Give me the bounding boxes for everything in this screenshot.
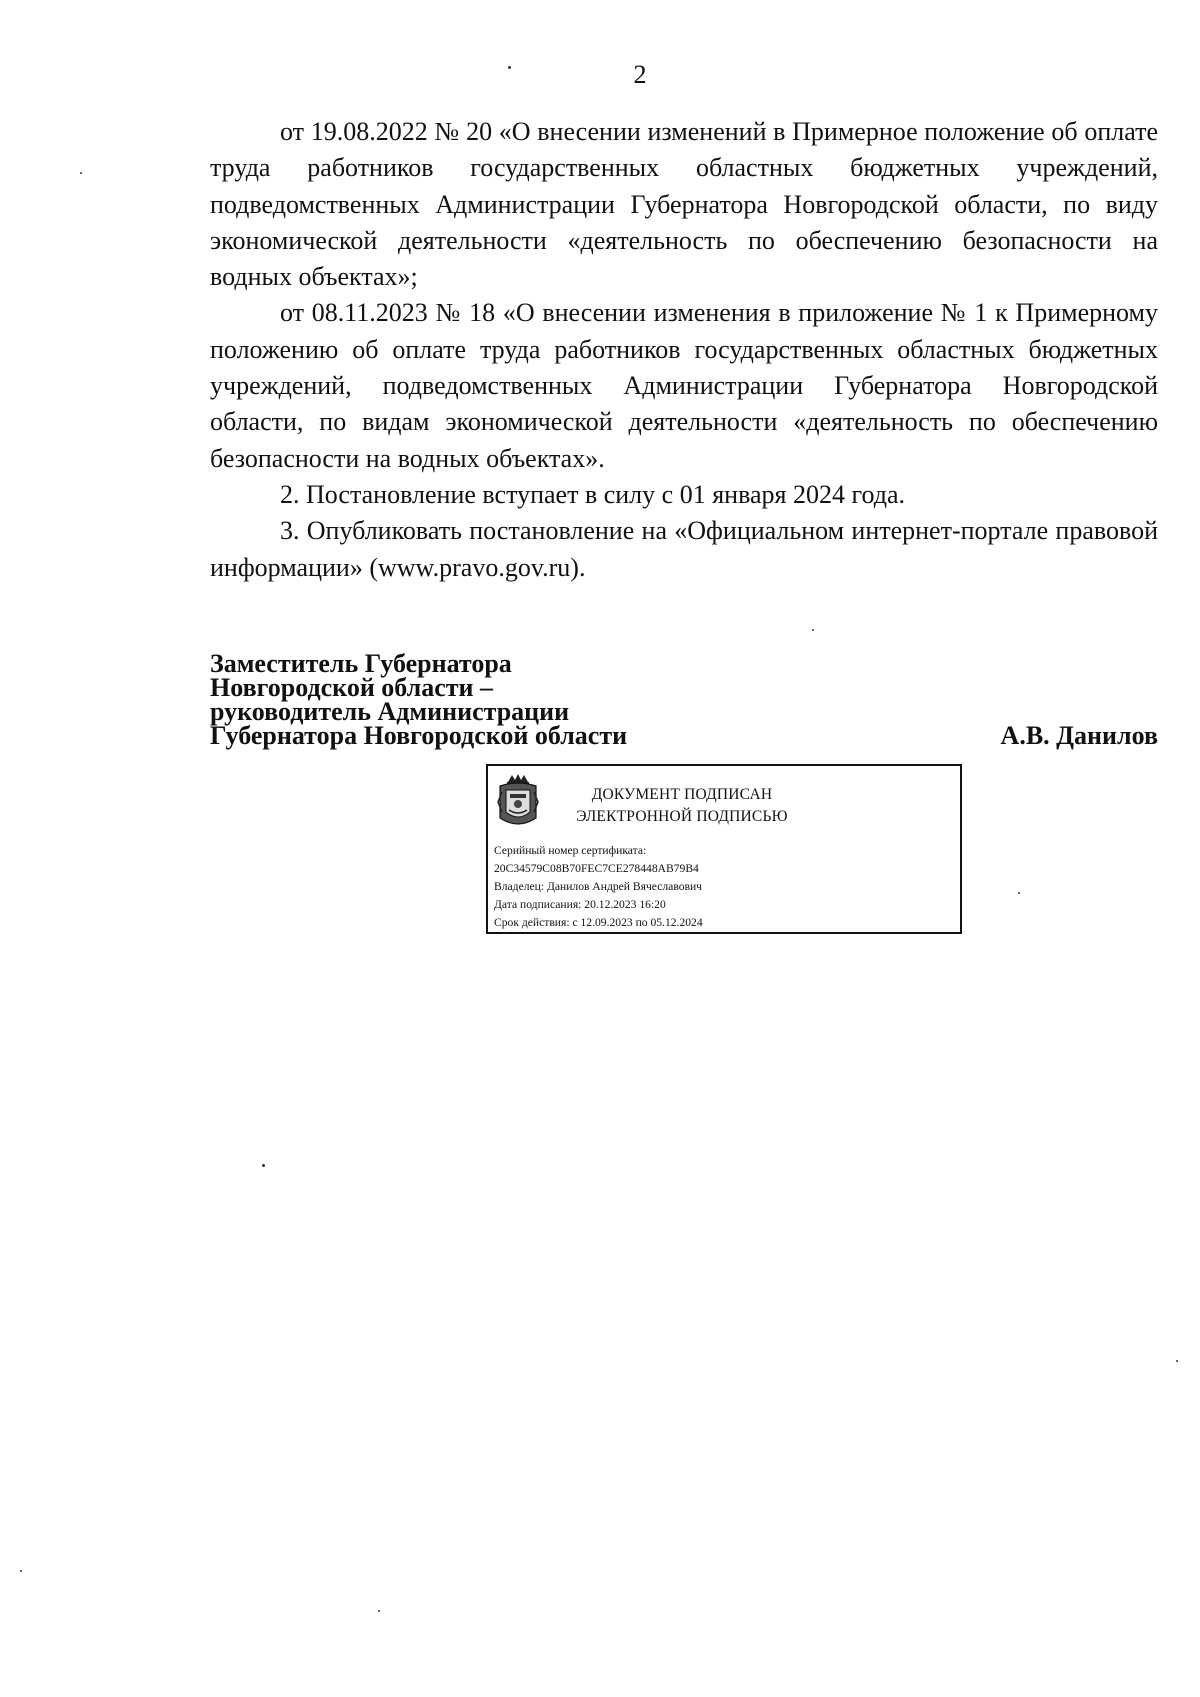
- scan-speck: [812, 629, 814, 631]
- stamp-header-line: ДОКУМЕНТ ПОДПИСАН: [591, 786, 773, 803]
- electronic-signature-stamp: [486, 764, 962, 934]
- scan-speck: [262, 1164, 265, 1167]
- scan-speck: [1018, 892, 1020, 894]
- certificate-validity: Срок действия: с 12.09.2023 по 05.12.2024: [494, 916, 703, 929]
- scan-speck: [20, 1570, 22, 1572]
- coat-of-arms-icon: [496, 772, 540, 830]
- scan-speck: [1176, 1360, 1178, 1362]
- signer-name: А.В. Данилов: [1000, 721, 1158, 750]
- paragraph-amendment-2023: от 08.11.2023 № 18 «О внесении изменения в приложение № 1 к Примерному положению об оплате труда работников государственных областных бюджетных учреждений, подведомственных Администрации Губернатора Новгородской области, по видам экономической деятельности «деятельность по обеспечению безопасности на водных объектах».: [210, 298, 1158, 473]
- certificate-owner: Владелец: Данилов Андрей Вячеславович: [494, 880, 703, 893]
- stamp-header: [572, 784, 792, 828]
- scan-speck: [508, 66, 511, 69]
- scan-speck: [80, 172, 82, 174]
- page-number: 2: [633, 60, 647, 89]
- stamp-details: [494, 842, 703, 932]
- signer-position-line: руководитель Администрации: [210, 697, 570, 726]
- stamp-header-line: ЭЛЕКТРОННОЙ ПОДПИСЬЮ: [576, 808, 788, 825]
- paragraph-publication: 3. Опубликовать постановление на «Официальном интернет-портале правовой информации» (www.pravo.gov.ru).: [210, 516, 1158, 582]
- paragraph-effective-date: 2. Постановление вступает в силу с 01 января 2024 года.: [280, 479, 906, 509]
- certificate-label: Серийный номер сертификата:: [494, 844, 647, 857]
- paragraph-amendment-2022: от 19.08.2022 № 20 «О внесении изменений в Примерное положение об оплате труда работников государственных областных бюджетных учреждений, подведомственных Администрации Губернатора Новгородской области, по виду экономической деятельности «деятельность по обеспечению безопасности на водных объектах»;: [210, 117, 1158, 292]
- signer-position-line: Губернатора Новгородской области: [210, 721, 628, 750]
- signer-position-line: Заместитель Губернатора: [210, 649, 512, 678]
- document-body: [210, 114, 1158, 586]
- signing-date: Дата подписания: 20.12.2023 16:20: [494, 898, 666, 911]
- scan-speck: [378, 1610, 380, 1612]
- signature-block: [210, 649, 1158, 750]
- certificate-number: 20C34579C08B70FEC7CE278448AB79B4: [494, 862, 699, 875]
- signer-position-line: Новгородской области –: [210, 673, 494, 702]
